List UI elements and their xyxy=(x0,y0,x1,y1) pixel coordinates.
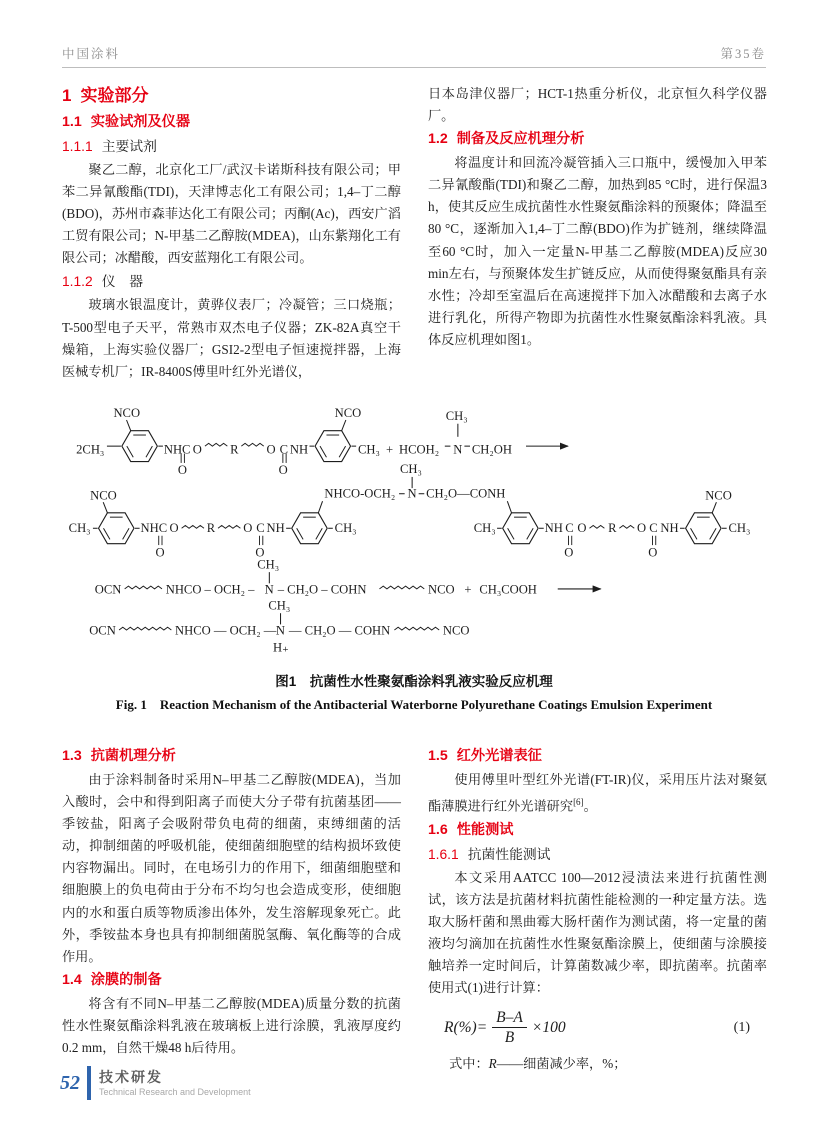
section-heading-1-1-2 xyxy=(62,270,401,293)
chem-label-n: N xyxy=(407,486,417,501)
section-title: 实验试剂及仪器 xyxy=(90,114,191,130)
plus-sign: + xyxy=(464,582,472,597)
chem-label-nco: NCO xyxy=(705,488,732,503)
equation-denominator: B xyxy=(504,1029,515,1047)
figure-1 xyxy=(64,392,764,658)
chem-label-nco: NCO xyxy=(442,623,470,638)
chem-label: O xyxy=(637,521,647,535)
footer-section-english: Technical Research and Development xyxy=(99,1087,251,1097)
chem-label: NHC xyxy=(140,521,168,535)
chem-label: – CH₂O – COHN xyxy=(277,582,367,597)
chem-label: O xyxy=(169,521,179,535)
equation-lhs: R(%)= xyxy=(444,1018,488,1036)
section-title: 制备及反应机理分析 xyxy=(456,131,585,148)
section-heading-1-3 xyxy=(62,745,401,768)
benzene-ring xyxy=(686,513,721,544)
bond xyxy=(318,501,322,513)
where-description: ——细菌减少率，%； xyxy=(496,1056,627,1072)
section-title: 抗菌机理分析 xyxy=(90,748,176,764)
benzene-ring xyxy=(99,513,134,544)
equation-number: (1) xyxy=(733,1019,750,1035)
polymer-chain-squiggle xyxy=(218,525,240,528)
chem-label-n: N xyxy=(453,442,463,457)
polymer-chain-squiggle xyxy=(125,586,162,589)
section-title: 涂膜的制备 xyxy=(90,971,162,988)
section-number: 1.3 xyxy=(62,748,82,764)
chem-label: C xyxy=(649,521,658,535)
section-heading-1-4 xyxy=(62,969,401,992)
chem-label: CH₃ xyxy=(334,521,357,535)
section-title: 抗菌性能测试 xyxy=(467,846,551,862)
section-number: 1.6.1 xyxy=(428,846,459,862)
reaction-step-4 xyxy=(89,598,469,654)
chem-label-r-group: R xyxy=(206,521,216,535)
equation-fraction xyxy=(492,1008,527,1047)
polymer-chain-squiggle xyxy=(241,443,263,446)
chem-label-r-group: R xyxy=(230,442,239,457)
equation-numerator: B–A xyxy=(492,1008,527,1028)
journal-name: 中国涂料 xyxy=(62,47,121,61)
chem-label-n-h-plus: H₊ xyxy=(273,640,289,655)
section-number: 1.4 xyxy=(62,971,82,988)
chem-label-nco: NCO xyxy=(334,406,362,421)
page-number: 52 xyxy=(60,1071,80,1094)
chem-label: O xyxy=(192,442,202,457)
figure-caption-chinese: 图1 抗菌性水性聚氨酯涂料乳液实验反应机理 xyxy=(275,674,553,689)
chem-label: NH xyxy=(660,521,679,535)
chem-label: CH₃ xyxy=(68,521,91,535)
chem-label-carbonyl-o: O xyxy=(177,463,187,478)
chem-label-carbonyl-o: O xyxy=(648,545,658,560)
paragraph-ftir xyxy=(428,769,767,818)
chem-label-carbonyl-o: O xyxy=(278,463,288,478)
chem-label-bridge: CH₂O—CONH xyxy=(426,486,506,501)
section-title: 性能测试 xyxy=(456,821,514,838)
section-number: 1.1 xyxy=(62,114,82,130)
section-number: 1.6 xyxy=(428,821,448,838)
chem-label: O xyxy=(266,442,276,457)
chem-label-nco: NCO xyxy=(113,406,141,421)
benzene-ring xyxy=(292,513,327,544)
paragraph-instruments: 玻璃水银温度计，黄骅仪表厂；冷凝管；三口烧瓶；T-500型电子天平，常熟市双杰电子仪器；ZK-82A真空干燥箱，上海实验仪器厂；GSI2-2型电子恒速搅拌器，上海医械专机厂；IR-8400S傅里叶红外光谱仪， xyxy=(62,297,401,379)
chem-label: CH₃ xyxy=(358,442,380,457)
chem-label: C xyxy=(565,521,574,535)
page-header xyxy=(62,44,766,68)
paragraph-ftir-end: 。 xyxy=(583,798,597,814)
chem-label: HCOH₂ xyxy=(399,442,440,457)
column-top-right xyxy=(428,83,767,391)
bond xyxy=(127,420,131,431)
benzene-ring xyxy=(503,513,538,544)
chem-label: NH xyxy=(266,521,285,535)
chem-label: NH xyxy=(289,442,309,457)
chem-label: CH₃ xyxy=(473,521,496,535)
section-number: 1.5 xyxy=(428,748,448,764)
benzene-ring xyxy=(315,431,350,462)
volume-label: 第35卷 xyxy=(720,47,766,61)
polymer-chain-squiggle xyxy=(619,525,634,528)
paragraph-reagents: 聚乙二醇，北京化工厂/武汉卡诺斯科技有限公司；甲苯二异氰酸酯(TDI)，天津博志化工有限公司；1,4–丁二醇(BDO)，苏州市森菲达化工有限公司；丙酮(Ac)，西安广滔工贸有限公司；N-甲基二乙醇胺(MDEA)，山东紫翔化工有限公司；冰醋酸，西安蓝翔化工有限公司。 xyxy=(62,162,401,266)
chem-label-n-methyl: CH₃ xyxy=(445,409,468,423)
benzene-ring xyxy=(122,431,157,462)
bond xyxy=(342,420,346,431)
polymer-chain-squiggle xyxy=(182,525,204,528)
section-heading-1-6 xyxy=(428,819,767,842)
chem-label-acid: CH₃COOH xyxy=(479,582,537,597)
bond xyxy=(712,502,716,513)
section-title: 仪 器 xyxy=(101,274,144,290)
polymer-chain-squiggle xyxy=(589,525,604,528)
where-variable: R xyxy=(488,1056,497,1072)
paragraph-where-clause xyxy=(428,1053,767,1075)
bond xyxy=(507,501,511,513)
plus-sign: + xyxy=(386,442,394,457)
polymer-chain-squiggle xyxy=(119,627,171,630)
section-heading-1-1 xyxy=(62,111,401,134)
bond xyxy=(103,502,107,513)
chem-label-carbonyl-o: O xyxy=(255,545,265,560)
paragraph-ftir-text: 使用傅里叶型红外光谱(FT-IR)仪，采用压片法对聚氨酯薄膜进行红外光谱研究 xyxy=(428,772,767,814)
footer-labels xyxy=(99,1069,251,1097)
paragraph-antibacterial-test: 本文采用AATCC 100—2012浸渍法来进行抗菌性测试，该方法是抗菌材料抗菌性能检测的一种定量方法。选取大肠杆菌和黑曲霉大肠杆菌作为测试菌，将一定量的菌液均匀滴加在抗菌性水性聚氨酯涂膜上，使细菌与涂膜接触培养一定时间后，计算菌数减少率，即抗菌率。抗菌率使用式(1)进行计算： xyxy=(428,869,767,996)
chem-label: CH₃ xyxy=(728,521,751,535)
section-heading-1-2 xyxy=(428,128,767,151)
chem-label: O xyxy=(243,521,253,535)
footer-divider-bar xyxy=(87,1066,91,1100)
section-heading-1-1-1 xyxy=(62,135,401,158)
chem-label: NHCO — OCH₂ — xyxy=(175,623,277,638)
chem-label: OCN xyxy=(89,623,116,638)
where-prefix: 式中： xyxy=(449,1056,489,1072)
chem-label-bridge: NHCO-OCH₂ xyxy=(324,486,396,501)
chem-label-n: N xyxy=(275,623,285,638)
reaction-step-3 xyxy=(95,557,601,596)
column-top-left xyxy=(62,83,401,391)
equation-1 xyxy=(444,1008,754,1047)
chem-label: NH xyxy=(544,521,563,535)
chem-label: — CH₂O — COHN xyxy=(288,623,391,638)
chem-label-carbonyl-o: O xyxy=(564,545,574,560)
chem-label-r-group: R xyxy=(608,521,617,535)
chem-label-n: N xyxy=(264,582,274,597)
chem-label: C xyxy=(279,442,289,457)
column-bottom-left xyxy=(62,744,401,1059)
section-number: 1 xyxy=(62,86,72,105)
page-footer xyxy=(60,1064,251,1102)
section-heading-1 xyxy=(62,83,401,108)
chem-label: C xyxy=(256,521,265,535)
polymer-chain-squiggle xyxy=(205,443,227,446)
reaction-scheme xyxy=(64,392,764,658)
chem-label-n-methyl: CH₃ xyxy=(400,462,422,477)
figure-caption-english: Fig. 1 Reaction Mechanism of the Antibacterial Waterborne Polyurethane Coatings Emulsion Experiment xyxy=(115,697,713,712)
reaction-step-1 xyxy=(76,406,568,477)
figure-caption xyxy=(62,670,766,713)
polymer-chain-squiggle xyxy=(394,627,439,630)
chem-label: 2CH₃ xyxy=(76,442,105,457)
paragraph-antibacterial-mechanism: 由于涂料制备时采用N–甲基二乙醇胺(MDEA)，当加入酸时，会中和得到阳离子而使大分子带有抗菌基团——季铵盐，阳离子会吸附带负电荷的细菌，束缚细菌的活动，抑制细菌的呼吸机能，使细菌细胞壁的结构损坏致使内容物漏出。同时，在电场引力的作用下，细菌细胞壁和细胞膜上的负电荷由于分布不均匀也会造成变形，使细胞内的水和蛋白质等物质渗出体外，发生溶解现象死亡。此外，季铵盐本身也具有抑制细菌脱氢酶、氧化酶等的合成作用。 xyxy=(62,772,401,964)
chem-label-nco: NCO xyxy=(90,488,117,503)
chem-label: NHC xyxy=(163,442,191,457)
polymer-chain-squiggle xyxy=(379,586,424,589)
section-heading-1-5 xyxy=(428,745,767,768)
chem-label-nco: NCO xyxy=(428,582,455,597)
section-number: 1.1.2 xyxy=(62,274,93,290)
chem-label: NHCO – OCH₂ – xyxy=(165,582,255,597)
citation-ref: [6] xyxy=(573,797,584,808)
section-title: 主要试剂 xyxy=(101,139,157,154)
chem-label: O xyxy=(577,521,587,535)
section-title: 红外光谱表征 xyxy=(456,748,542,764)
paragraph-preparation: 将温度计和回流冷凝管插入三口瓶中，缓慢加入甲苯二异氰酸酯(TDI)和聚乙二醇，加热到85 °C时，进行保温3 h，使其反应生成抗菌性水性聚氨酯涂料的预聚体；降温至80 °C，逐渐加入1,4–丁二醇(BDO)作为扩链剂，继续降温至60 °C时，加入一定量N-甲基二乙醇胺(MDEA)反应30 min左右，与预聚体发生扩链反应，从而使得聚氨酯具有亲水性；冷却至室温后在高速搅拌下加入冰醋酸和去离子水进行乳化，所得产物即为抗菌性水性聚氨酯涂料乳液。具体反应机理如图1。 xyxy=(428,155,767,347)
chem-label: OCN xyxy=(94,582,122,597)
section-heading-1-6-1 xyxy=(428,843,767,866)
section-number: 1.2 xyxy=(428,131,448,148)
reaction-step-2 xyxy=(69,462,751,559)
chem-label-n-methyl: CH₃ xyxy=(257,557,280,572)
chem-label: CH₂OH xyxy=(471,442,512,457)
section-title: 实验部分 xyxy=(80,86,149,105)
column-bottom-right xyxy=(428,744,767,1075)
paragraph-instruments-continued: 日本岛津仪器厂；HCT-1热重分析仪，北京恒久科学仪器厂。 xyxy=(428,86,767,124)
chem-label-n-methyl: CH₃ xyxy=(268,598,291,613)
chem-label-carbonyl-o: O xyxy=(155,545,165,560)
section-number: 1.1.1 xyxy=(62,139,93,154)
paragraph-film-preparation: 将含有不同N–甲基二乙醇胺(MDEA)质量分数的抗菌性水性聚氨酯涂料乳液在玻璃板上进行涂膜，乳液厚度约0.2 mm，自然干燥48 h后待用。 xyxy=(62,995,401,1056)
footer-section-chinese: 技术研发 xyxy=(99,1069,163,1085)
equation-multiplier: ×100 xyxy=(531,1018,566,1036)
